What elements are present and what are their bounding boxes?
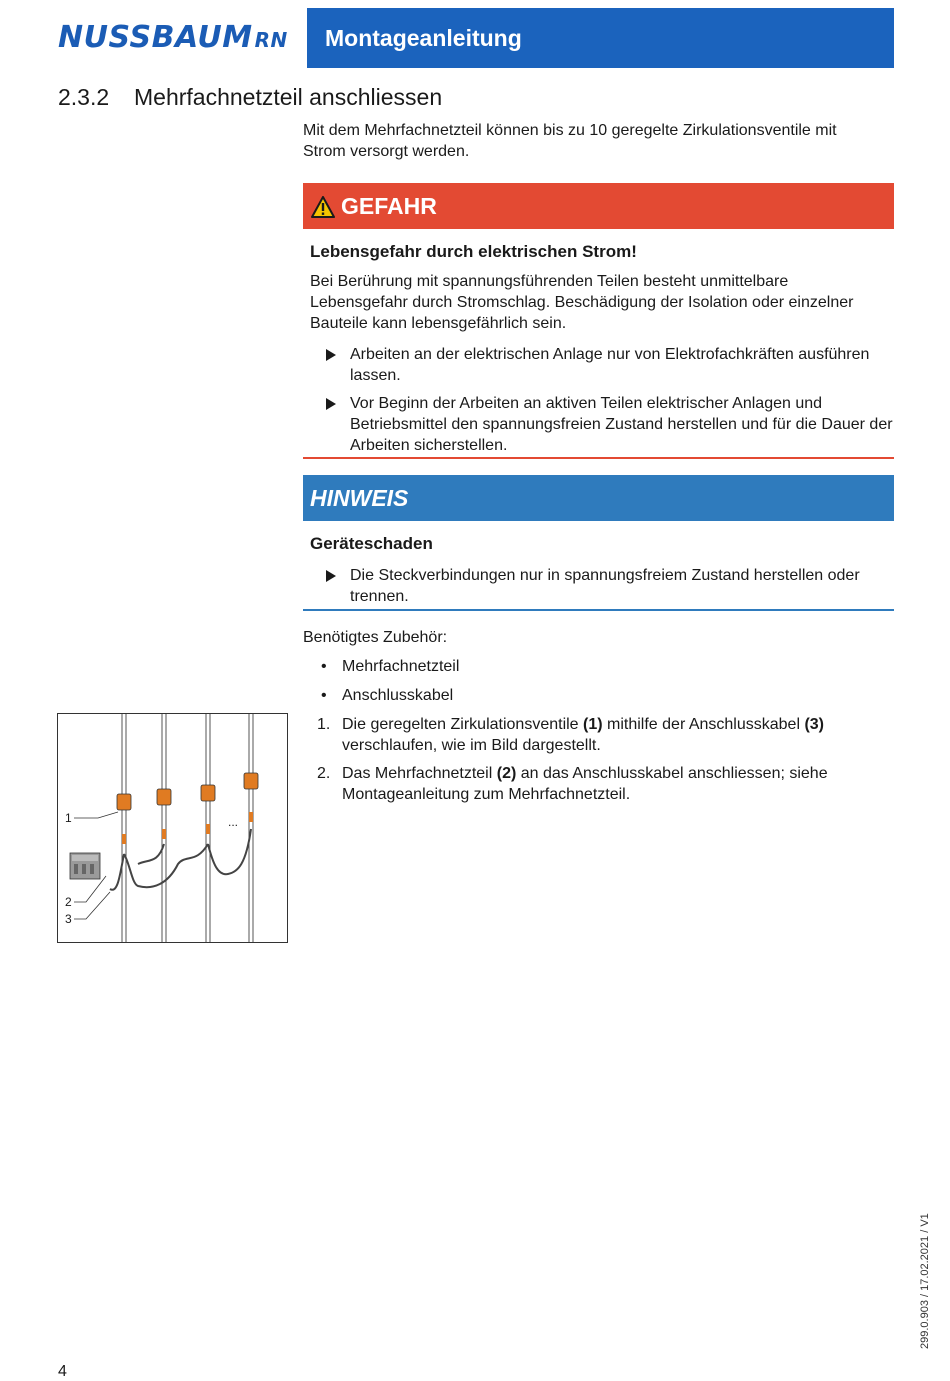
list-item xyxy=(303,344,894,386)
step-item xyxy=(303,714,893,756)
danger-body: Bei Berührung mit spannungsführenden Teilen besteht unmittelbare Lebensgefahr durch Stromschlag. Beschädigung der Isolation oder einzelner Bauteile kann lebensgefährlich sein. xyxy=(310,273,854,332)
requirements-label: Benötigtes Zubehör: xyxy=(303,629,448,646)
list-item xyxy=(303,685,893,706)
danger-label: GEFAHR xyxy=(341,193,437,219)
page-number: 4 xyxy=(58,1363,67,1380)
intro-text: Mit dem Mehrfachnetzteil können bis zu 10 geregelte Zirkulationsventile mit Strom versorgt werden. xyxy=(303,122,837,160)
cables xyxy=(110,829,251,890)
bullet-arrow-icon xyxy=(326,570,336,582)
note-box xyxy=(303,475,894,611)
accessories-list xyxy=(303,656,893,706)
callout-2: 2 xyxy=(65,895,72,909)
callout-3: 3 xyxy=(65,912,72,926)
header-bar xyxy=(307,8,894,68)
bullet-arrow-icon xyxy=(326,398,336,410)
danger-title: Lebensgefahr durch elektrischen Strom! xyxy=(310,242,637,261)
steps-list xyxy=(303,714,893,805)
valves xyxy=(117,773,258,844)
step-text: Die geregelten Zirkulationsventile (1) mithilfe der Anschlusskabel (3) verschlaufen, wie im Bild dargestellt. xyxy=(342,716,825,754)
brand-logo xyxy=(58,20,288,58)
figure-ellipsis: ... xyxy=(228,815,239,829)
danger-box xyxy=(303,183,894,459)
note-label: HINWEIS xyxy=(310,485,409,511)
note-header xyxy=(303,475,894,521)
section-heading xyxy=(58,82,442,112)
step-number: 1. xyxy=(317,716,331,733)
section-title: Mehrfachnetzteil anschliessen xyxy=(134,84,443,110)
step-text: Das Mehrfachnetzteil (2) an das Anschlusskabel anschliessen; siehe Montageanleitung zum Mehrfachnetzteil. xyxy=(342,765,828,803)
installation-diagram xyxy=(58,714,287,942)
list-item-text: Die Steckverbindungen nur in spannungsfreiem Zustand herstellen oder trennen. xyxy=(350,567,860,605)
requirements-section xyxy=(303,627,893,812)
note-title: Geräteschaden xyxy=(310,534,433,553)
callout-1: 1 xyxy=(65,811,72,825)
logo-suffix: RN xyxy=(254,28,288,52)
logo-main: NUSSBAUM xyxy=(58,20,253,55)
list-item xyxy=(303,565,894,607)
list-item-text: Mehrfachnetzteil xyxy=(342,658,460,675)
section-number: 2.3.2 xyxy=(58,84,110,110)
list-item xyxy=(303,656,893,677)
document-code: 299.0.903 / 17.02.2021 / V1 xyxy=(919,1213,931,1349)
warning-triangle-icon xyxy=(311,187,335,233)
installation-figure xyxy=(57,713,288,943)
power-supply xyxy=(70,853,100,879)
danger-header xyxy=(303,183,894,229)
danger-list xyxy=(303,344,894,456)
step-number: 2. xyxy=(317,765,331,782)
header-title: Montageanleitung xyxy=(325,25,522,51)
list-item xyxy=(303,393,894,456)
note-list xyxy=(303,565,894,607)
step-item xyxy=(303,763,893,805)
list-item-text: Arbeiten an der elektrischen Anlage nur von Elektrofachkräften ausführen lassen. xyxy=(350,346,870,384)
bullet-dot-icon: • xyxy=(321,687,327,704)
bullet-arrow-icon xyxy=(326,349,336,361)
bullet-dot-icon: • xyxy=(321,658,327,675)
list-item-text: Vor Beginn der Arbeiten an aktiven Teilen elektrischer Anlagen und Betriebsmittel den spannungsfreien Zustand herstellen und für die Dauer der Arbeiten sicherstellen. xyxy=(350,395,893,454)
list-item-text: Anschlusskabel xyxy=(342,687,454,704)
